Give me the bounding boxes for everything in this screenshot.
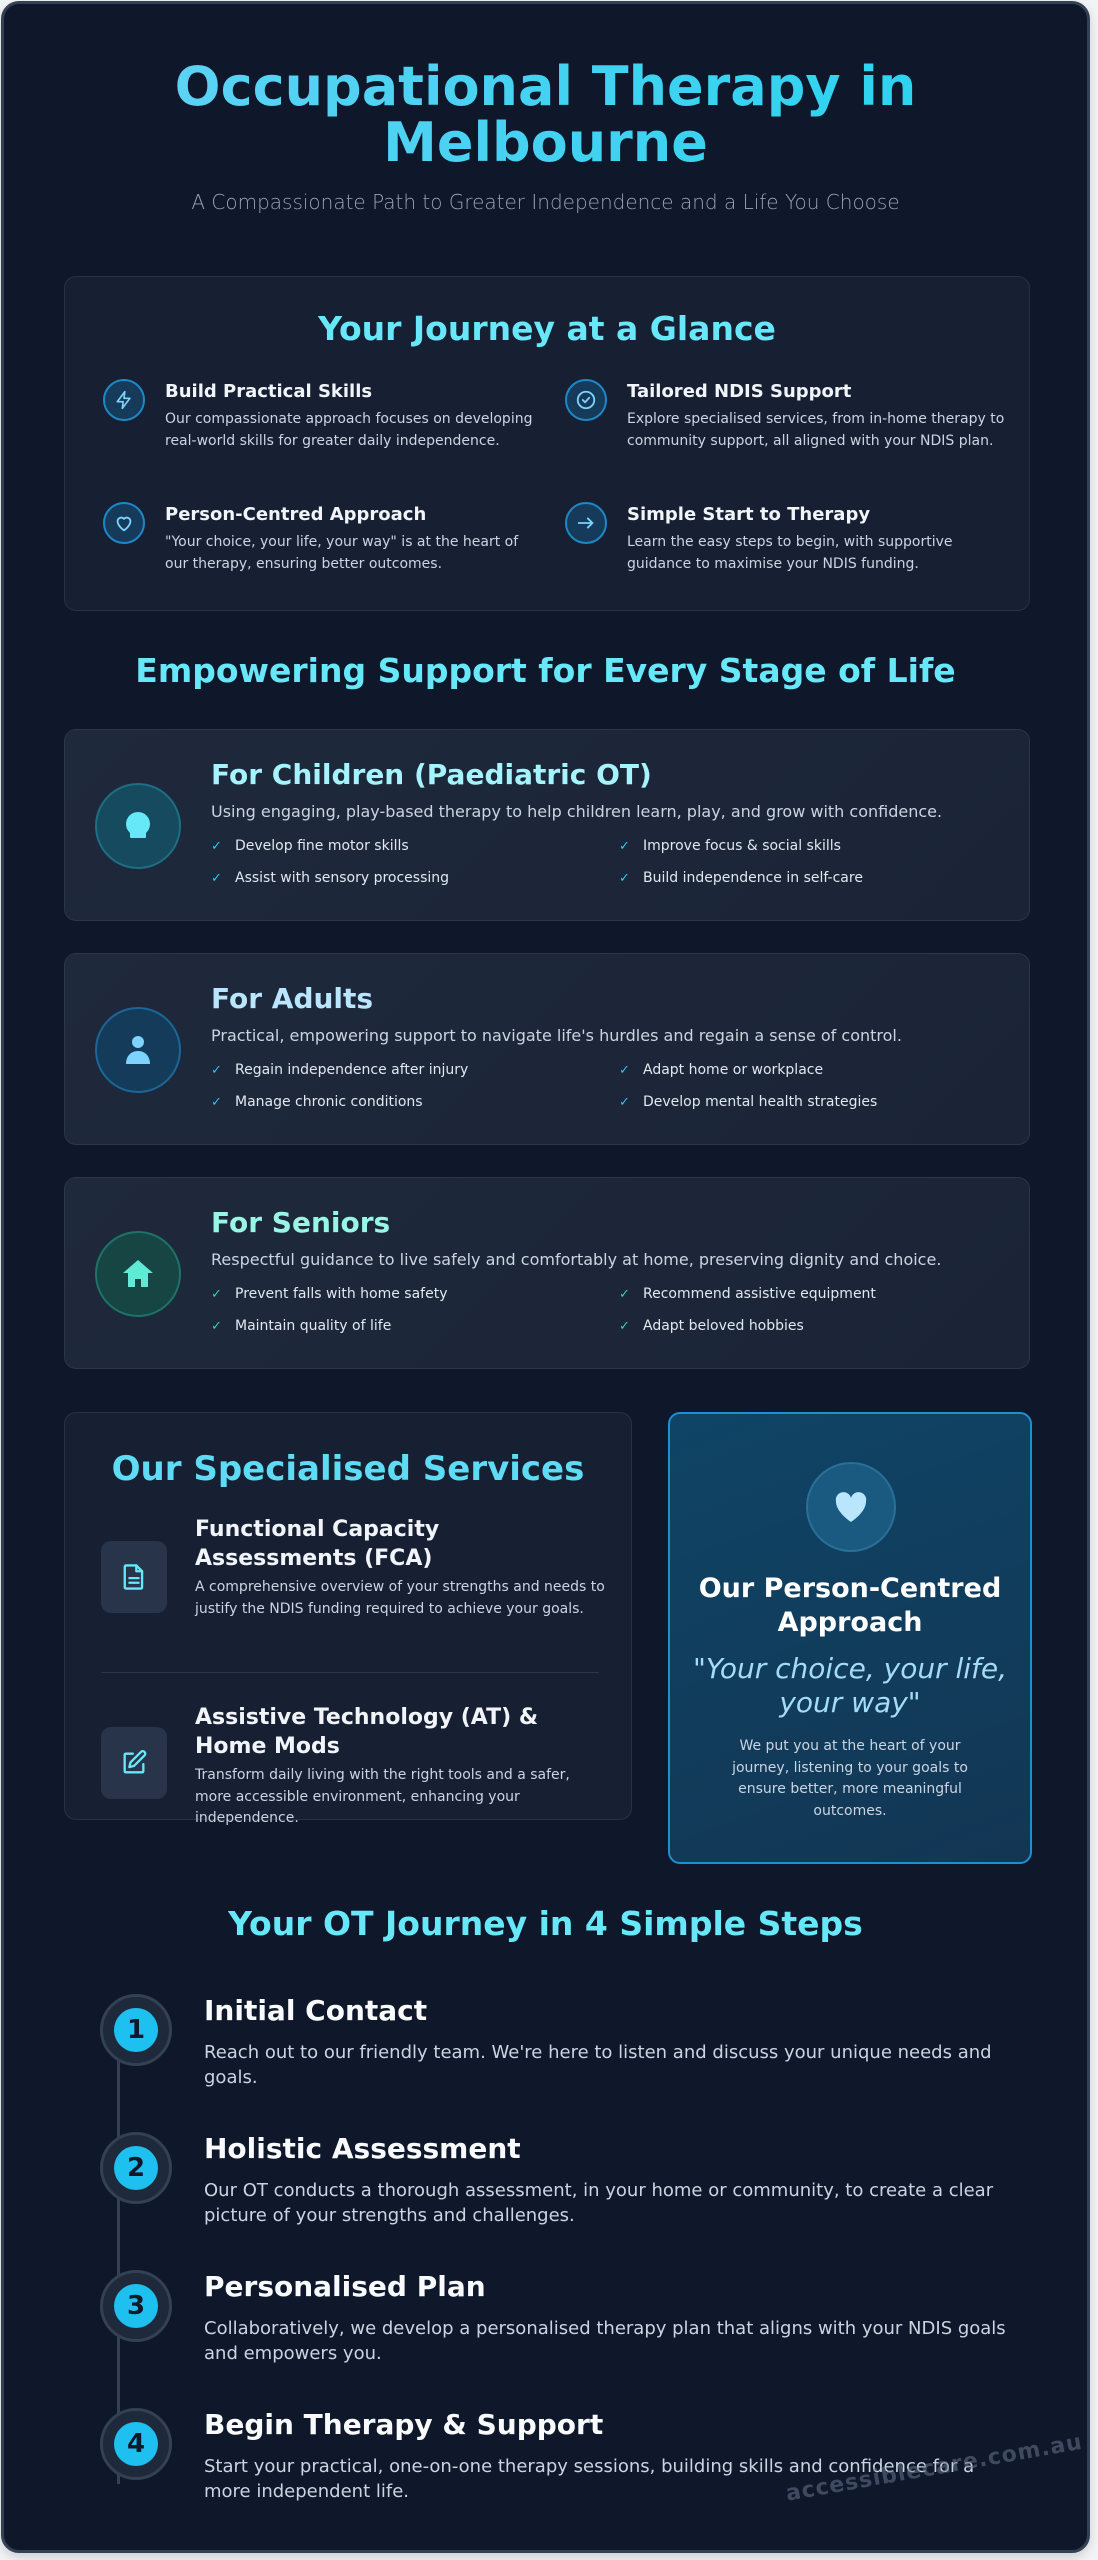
check-icon: ✓ — [211, 839, 222, 854]
steps-section-title: Your OT Journey in 4 Simple Steps — [228, 1904, 863, 1943]
glance-item-title: Tailored NDIS Support — [627, 381, 852, 402]
page-subtitle: A Compassionate Path to Greater Independence and a Life You Choose — [191, 190, 900, 214]
stage-point: ✓ Assist with sensory processing — [211, 870, 450, 886]
check-icon: ✓ — [619, 1319, 630, 1334]
step-desc: Collaboratively, we develop a personalised therapy plan that aligns with your NDIS goals and empowers you. — [204, 2318, 1006, 2364]
heart-icon — [806, 1462, 896, 1552]
step-number: 2 — [114, 2146, 158, 2190]
step-number: 1 — [114, 2008, 158, 2052]
stage-card-children — [64, 729, 1030, 921]
step-title: Initial Contact — [204, 1994, 428, 2027]
check-circle-icon — [565, 379, 607, 421]
watermark: accessiblecare.com.au — [784, 2429, 1085, 2507]
edit-icon — [101, 1727, 167, 1799]
child-icon — [95, 783, 181, 869]
step-title: Begin Therapy & Support — [204, 2408, 604, 2441]
stage-card-seniors — [64, 1177, 1030, 1369]
stages-section-title: Empowering Support for Every Stage of Life — [135, 651, 956, 690]
service-desc: Transform daily living with the right tools and a safer, more accessible environment, enhancing your independence. — [195, 1767, 570, 1827]
check-icon: ✓ — [619, 1063, 630, 1078]
lightning-icon — [103, 379, 145, 421]
stage-point: ✓ Adapt beloved hobbies — [619, 1318, 804, 1334]
services-title: Our Specialised Services — [111, 1449, 585, 1489]
stage-point: ✓ Manage chronic conditions — [211, 1094, 423, 1110]
step-desc: Reach out to our friendly team. We're here to listen and discuss your unique needs and goals. — [204, 2042, 992, 2088]
service-title: Functional Capacity Assessments (FCA) — [195, 1517, 440, 1571]
infographic-page — [1, 1, 1090, 2553]
services-divider — [101, 1672, 599, 1673]
document-icon — [101, 1541, 167, 1613]
stage-point: ✓ Develop fine motor skills — [211, 838, 409, 854]
title-line-2: Melbourne — [383, 111, 708, 174]
stage-desc: Respectful guidance to live safely and comfortably at home, preserving dignity and choice. — [211, 1250, 942, 1269]
stage-point: ✓ Prevent falls with home safety — [211, 1286, 448, 1302]
step-desc: Start your practical, one-on-one therapy sessions, building skills and confidence for a more independent life. — [204, 2456, 975, 2502]
glance-item-desc: "Your choice, your life, your way" is at the heart of our therapy, ensuring better outcomes. — [165, 534, 519, 572]
check-icon: ✓ — [619, 839, 630, 854]
stage-desc: Practical, empowering support to navigate life's hurdles and regain a sense of control. — [211, 1026, 902, 1045]
check-icon: ✓ — [211, 1319, 222, 1334]
journey-glance-panel — [64, 276, 1030, 611]
heart-outline-icon — [103, 502, 145, 544]
person-icon — [95, 1007, 181, 1093]
step-badge — [100, 2132, 172, 2204]
glance-item-title: Person-Centred Approach — [165, 504, 427, 525]
stage-title: For Children (Paediatric OT) — [211, 758, 652, 791]
stage-point: ✓ Recommend assistive equipment — [619, 1286, 876, 1302]
service-desc: A comprehensive overview of your strengths and needs to justify the NDIS funding required to achieve your goals. — [195, 1579, 605, 1617]
step-badge — [100, 2270, 172, 2342]
approach-quote: "Your choice, your life, your way" — [692, 1652, 1008, 1719]
stage-point: ✓ Build independence in self-care — [619, 870, 863, 886]
check-icon: ✓ — [211, 1287, 222, 1302]
step-number: 4 — [114, 2422, 158, 2466]
stage-card-adults — [64, 953, 1030, 1145]
check-icon: ✓ — [211, 1095, 222, 1110]
stage-desc: Using engaging, play-based therapy to help children learn, play, and grow with confidence. — [211, 802, 943, 821]
step-title: Personalised Plan — [204, 2270, 486, 2303]
step-badge — [100, 1994, 172, 2066]
check-icon: ✓ — [619, 1095, 630, 1110]
stage-point: ✓ Regain independence after injury — [211, 1062, 469, 1078]
service-title: Assistive Technology (AT) & Home Mods — [195, 1705, 538, 1759]
step-number: 3 — [114, 2284, 158, 2328]
stage-point: ✓ Improve focus & social skills — [619, 838, 841, 854]
approach-title: Our Person-Centred Approach — [698, 1573, 1002, 1638]
check-icon: ✓ — [619, 1287, 630, 1302]
step-desc: Our OT conducts a thorough assessment, in your home or community, to create a clear picture of your strengths and challenges. — [204, 2180, 994, 2226]
glance-item-title: Build Practical Skills — [165, 381, 373, 402]
stage-title: For Adults — [211, 982, 374, 1015]
arrow-right-icon — [565, 502, 607, 544]
stage-point: ✓ Maintain quality of life — [211, 1318, 392, 1334]
step-title: Holistic Assessment — [204, 2132, 521, 2165]
glance-title: Your Journey at a Glance — [318, 309, 776, 348]
services-panel — [64, 1412, 632, 1827]
glance-item-desc: Explore specialised services, from in-home therapy to community support, all aligned with your NDIS plan. — [627, 411, 1005, 449]
home-icon — [95, 1231, 181, 1317]
check-icon: ✓ — [211, 871, 222, 886]
approach-panel — [668, 1412, 1032, 1864]
stage-point: ✓ Adapt home or workplace — [619, 1062, 824, 1078]
approach-desc: We put you at the heart of your journey, listening to your goals to ensure better, more meaningful outcomes. — [732, 1738, 968, 1819]
step-badge — [100, 2408, 172, 2480]
check-icon: ✓ — [211, 1063, 222, 1078]
page-title — [4, 55, 1087, 174]
glance-item-desc: Learn the easy steps to begin, with supportive guidance to maximise your NDIS funding. — [627, 534, 953, 572]
glance-item-desc: Our compassionate approach focuses on developing real-world skills for greater daily independence. — [165, 411, 533, 449]
stage-title: For Seniors — [211, 1206, 391, 1239]
check-icon: ✓ — [619, 871, 630, 886]
glance-item-title: Simple Start to Therapy — [627, 504, 871, 525]
stage-point: ✓ Develop mental health strategies — [619, 1094, 878, 1110]
title-line-1: Occupational Therapy in — [174, 55, 917, 118]
